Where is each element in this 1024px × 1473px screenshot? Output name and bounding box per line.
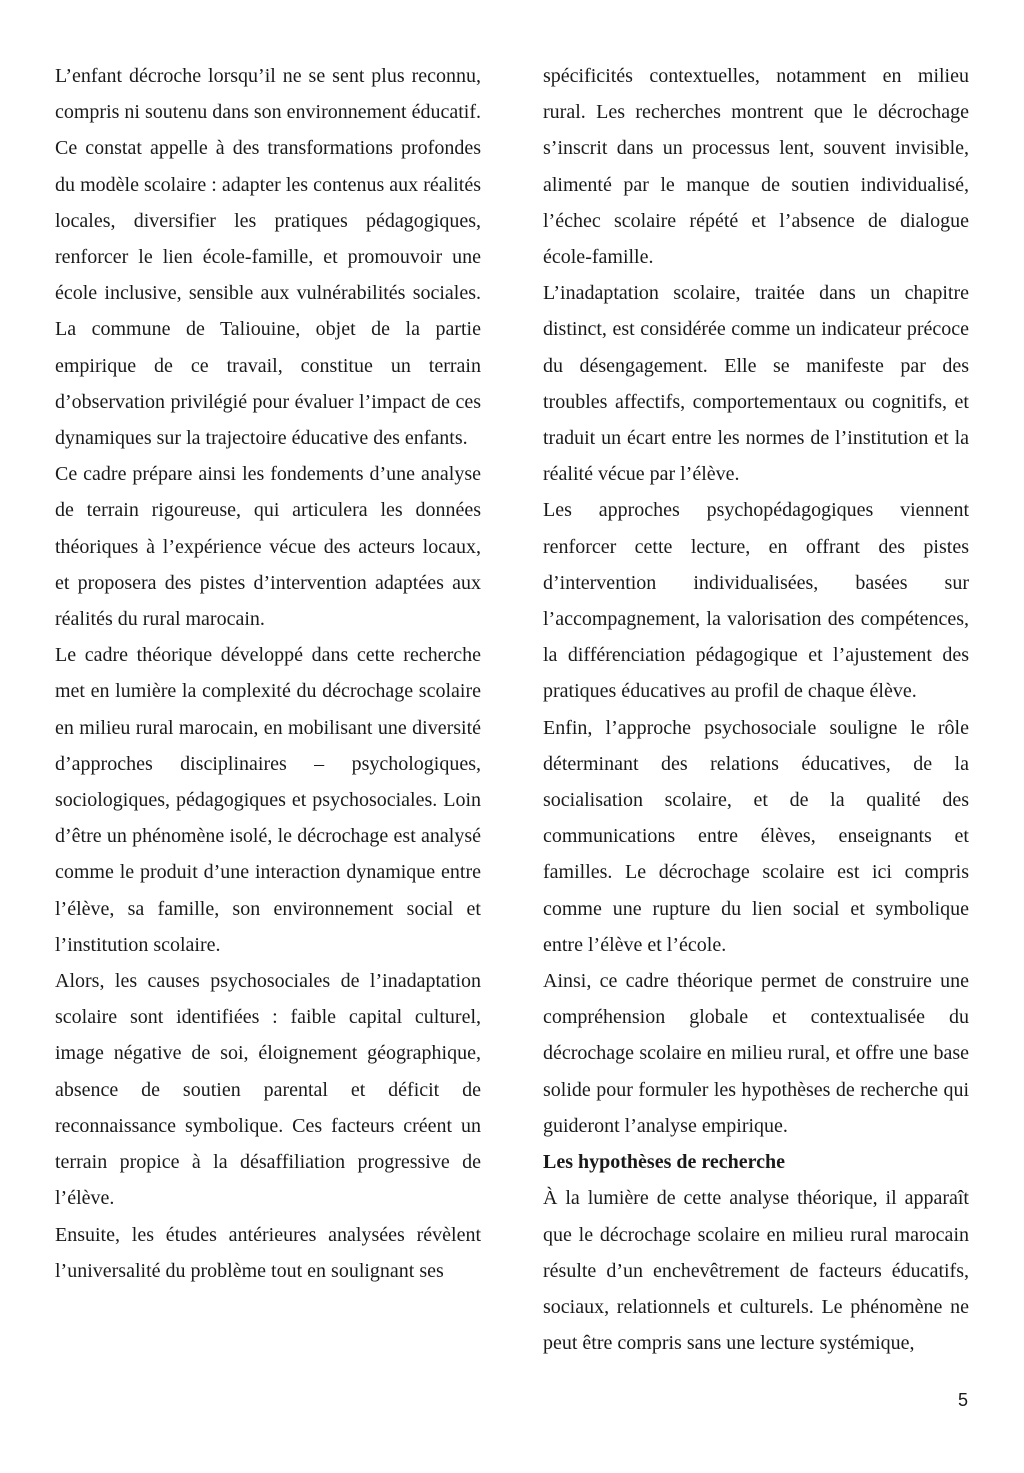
paragraph: À la lumière de cette analyse théorique, il apparaît que le décrochage scolaire en milieu rural marocain résulte d’un enchevêtrement de facteurs éducatifs, sociaux, relationnels et culturels. Le phénomène ne peut être compris sans une lecture systémique, <box>543 1187 969 1355</box>
page-number: 5 <box>957 1390 968 1410</box>
paragraph: Enfin, l’approche psychosociale souligne le rôle déterminant des relations éducatives, de la socialisation scolaire, et de la qualité des communications entre élèves, enseignants et familles. Le décrochage scolaire est ici compris comme une rupture du lien social et symbolique entre l’élève et l’école. <box>543 716 969 956</box>
right-column <box>543 58 969 1361</box>
section-heading: Les hypothèses de recherche <box>543 1151 786 1174</box>
paragraph: Ce cadre prépare ainsi les fondements d’une analyse de terrain rigoureuse, qui articulera les données théoriques à l’expérience vécue des acteurs locaux, et proposera des pistes d’intervention adaptées aux réalités du rural marocain. <box>55 463 481 631</box>
paragraph: Le cadre théorique développé dans cette recherche met en lumière la complexité du décrochage scolaire en milieu rural marocain, en mobilisant une diversité d’approches disciplinaires – psychologiques, sociologiques, pédagogiques et psychosociales. Loin d’être un phénomène isolé, le décrochage est analysé comme le produit d’une interaction dynamique entre l’élève, sa famille, son environnement social et l’institution scolaire. <box>55 644 481 956</box>
left-column <box>55 58 481 1289</box>
paragraph: Ainsi, ce cadre théorique permet de construire une compréhension globale et contextualisée du décrochage scolaire en milieu rural, et offre une base solide pour formuler les hypothèses de recherche qui guideront l’analyse empirique. <box>543 970 969 1137</box>
paragraph: spécificités contextuelles, notamment en milieu rural. Les recherches montrent que le décrochage s’inscrit dans un processus lent, souvent invisible, alimenté par le manque de soutien individualisé, l’échec scolaire répété et l’absence de dialogue école-famille. <box>543 65 969 269</box>
paragraph: L’enfant décroche lorsqu’il ne se sent plus reconnu, compris ni soutenu dans son environnement éducatif. <box>55 65 482 124</box>
paragraph: L’inadaptation scolaire, traitée dans un chapitre distinct, est considérée comme un indicateur précoce du désengagement. Elle se manifeste par des troubles affectifs, comportementaux ou cognitifs, et traduit un écart entre les normes de l’institution et la réalité vécue par l’élève. <box>543 282 969 486</box>
paragraph: Ensuite, les études antérieures analysées révèlent l’universalité du problème tout en soulignant ses <box>55 1223 481 1282</box>
paragraph: Les approches psychopédagogiques viennent renforcer cette lecture, en offrant des pistes d’intervention individualisées, basées sur l’accompagnement, la valorisation des compétences, la différenciation pédagogique et l’ajustement des pratiques éducatives au profil de chaque élève. <box>543 499 969 703</box>
paragraph: Ce constat appelle à des transformations profondes du modèle scolaire : adapter les contenus aux réalités locales, diversifier les pratiques pédagogiques, renforcer le lien école-famille, et promouvoir une école inclusive, sensible aux vulnérabilités sociales. La commune de Taliouine, objet de la partie empirique de ce travail, constitue un terrain d’observation privilégié pour évaluer l’impact de ces dynamiques sur la trajectoire éducative des enfants. <box>55 137 481 450</box>
paragraph: Alors, les causes psychosociales de l’inadaptation scolaire sont identifiées : faible capital culturel, image négative de soi, éloignement géographique, absence de soutien parental et déficit de reconnaissance symbolique. Ces facteurs créent un terrain propice à la désaffiliation progressive de l’élève. <box>55 970 481 1210</box>
